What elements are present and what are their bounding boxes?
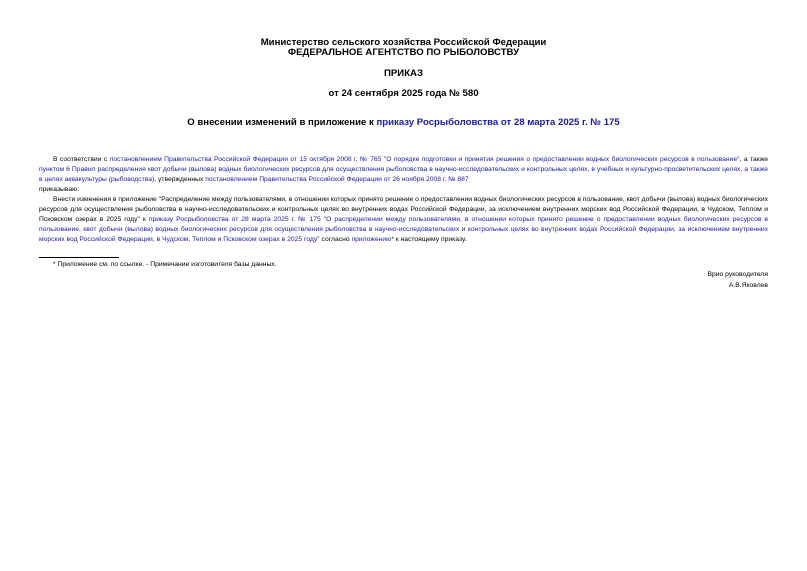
paragraph-basis-text-3: , утвержденных — [154, 176, 206, 183]
doc-type: ПРИКАЗ — [384, 68, 423, 79]
doc-date-number: от 24 сентября 2025 года № 580 — [328, 88, 479, 99]
paragraph-amend-text-3: * к настоящему приказу. — [391, 236, 467, 243]
footnote: * Приложение см. по ссылке. - Примечание изготовителя базы данных. — [53, 261, 277, 268]
ministry-name: Министерство сельского хозяйства Российской Федерации — [260, 37, 547, 48]
document-body — [39, 155, 768, 245]
doc-title-prefix: О внесении изменений в приложение к — [187, 117, 377, 128]
paragraph-order-word: приказываю: — [39, 186, 80, 193]
signature-name: А.В.Яковлев — [728, 282, 768, 289]
paragraph-amend — [39, 195, 768, 245]
link-rules-point-6[interactable]: пунктом 6 Правил распределения квот добычи (вылова) водных биологических ресурсов для осуществления рыболовства в научно-исследовательских и контрольных целях, в учебных и культурно-просветительских целях, а также в целях аквакультуры (рыбоводства) — [39, 166, 768, 183]
agency-name: ФЕДЕРАЛЬНОЕ АГЕНТСТВО ПО РЫБОЛОВСТВУ — [287, 47, 520, 58]
doc-title-link[interactable]: приказу Росрыболовства от 28 марта 2025 г. № 175 — [376, 117, 620, 128]
link-appendix[interactable]: приложению — [351, 236, 392, 243]
paragraph-basis-text-1: В соответствии с — [53, 156, 110, 163]
paragraph-basis — [39, 155, 768, 185]
doc-title — [0, 117, 807, 128]
link-decree-765[interactable]: постановлением Правительства Российской Федерации от 15 октября 2008 г. № 765 "О порядке подготовки и принятия решения о предоставлении водных биологических ресурсов в пользование" — [109, 156, 740, 163]
paragraph-amend-text-1: Внести изменения в приложение "Распределение между пользователями, в отношении которых принято решение о предоставлении водных биологических ресурсов в пользование, квот добычи (вылова) водных биологических ресурсов для осуществления рыболовства в научно-исследовательских и контрольных целях во внутренних водах Российской Федерации, за исключением внутренних морских вод Российской Федерации, в Чудском, Теплом и Псковском озерах в 2025 году" к — [39, 196, 768, 223]
footnote-divider — [39, 257, 119, 258]
link-decree-887[interactable]: постановлением Правительства Российской Федерации от 26 ноября 2008 г. № 887 — [205, 176, 469, 183]
paragraph-basis-text-2: , а также — [739, 156, 769, 163]
signature-position: Врио руководителя — [707, 271, 768, 278]
link-order-175[interactable]: приказу Росрыболовства от 28 марта 2025 г. № 175 "О распределении между пользователями, в отношении которых принято решение о предоставлении водных биологических ресурсов в пользование, квот добычи (вылова) водных биологических ресурсов для осуществления рыболовства в научно-исследовательских и контрольных целях во внутренних водах Российской Федерации, за исключением внутренних морских вод Российской Федерации, в Чудском, Теплом и Псковском озерах в 2025 году" — [39, 216, 768, 243]
paragraph-amend-text-2: согласно — [319, 236, 352, 243]
